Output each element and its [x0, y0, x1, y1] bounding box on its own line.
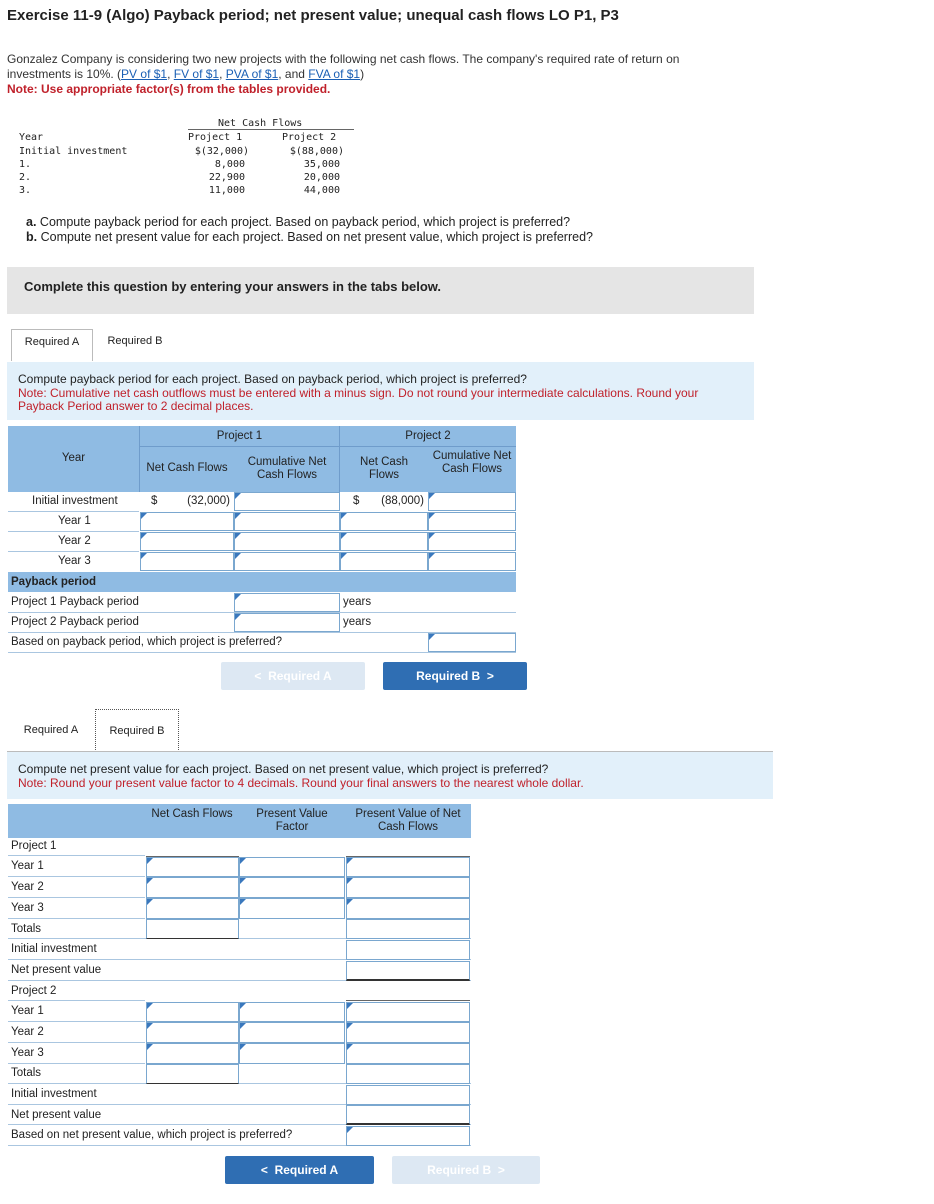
p2-totals-pv-input[interactable]	[346, 1064, 470, 1084]
cash-row-p2: 20,000	[303, 172, 340, 183]
p2-ncf-year3-input[interactable]	[340, 552, 428, 571]
p1-totals-label: Totals	[11, 923, 42, 935]
p1-npv-label: Net present value	[11, 964, 102, 976]
row-divider	[8, 531, 139, 532]
p1-cum-year3-input[interactable]	[234, 552, 340, 571]
p1-year1-ncf-input[interactable]	[146, 857, 239, 877]
cash-row-p1: $(32,000)	[194, 146, 249, 157]
part-a-instruction-text: Compute payback period for each project. Based on payback period, which project is preferred?	[18, 372, 527, 386]
p1-year2-pv-input[interactable]	[346, 877, 470, 898]
cash-row-year: 3.	[19, 185, 32, 196]
cash-table-group-header: Net Cash Flows	[218, 118, 303, 129]
p1-payback-label: Project 1 Payback period	[11, 596, 139, 608]
chevron-left-icon: <	[260, 1163, 268, 1177]
p2-cum-initial-input[interactable]	[428, 492, 516, 511]
p1-ncf-header: Net Cash Flows	[140, 462, 234, 474]
row-label-year-1: Year 1	[58, 515, 91, 527]
cash-row-p1: 8,000	[214, 159, 245, 170]
intro-note: Note: Use appropriate factor(s) from the tables provided.	[7, 82, 331, 96]
p1-year2-ncf-input[interactable]	[146, 877, 239, 898]
p1-cum-year1-input[interactable]	[234, 512, 340, 531]
pva-of-1-link[interactable]: PVA of $1	[225, 67, 279, 81]
payback-period-header: Payback period	[11, 576, 97, 588]
row-divider	[8, 855, 145, 856]
p1-year2-label: Year 2	[11, 881, 44, 893]
blank-cell	[346, 982, 470, 1001]
row-divider	[8, 1000, 145, 1001]
row-label-year-3: Year 3	[58, 555, 91, 567]
prev-required-a-button[interactable]: < Required A	[225, 1156, 374, 1184]
prev-required-a-button[interactable]: < Required A	[221, 662, 365, 690]
p2-year2-pv-input[interactable]	[346, 1022, 470, 1043]
p2-ncf-year1-input[interactable]	[340, 512, 428, 531]
tab-required-b[interactable]: Required B	[95, 329, 175, 360]
npv-preferred-select[interactable]	[346, 1126, 470, 1146]
p2-payback-input[interactable]	[234, 613, 340, 632]
question-b: b. Compute net present value for each project. Based on net present value, which project is preferred?	[26, 230, 593, 244]
p2-year1-pv-input[interactable]	[346, 1002, 470, 1022]
row-divider	[8, 511, 139, 512]
pv-of-1-link[interactable]: PV of $1	[121, 67, 168, 81]
cash-row-p2: 44,000	[303, 185, 340, 196]
payback-preferred-select[interactable]	[428, 633, 516, 652]
part-a-instructions	[7, 362, 754, 420]
question-a: a. Compute payback period for each project. Based on payback period, which project is preferred?	[26, 215, 571, 229]
npv-preferred-question: Based on net present value, which project is preferred?	[11, 1129, 293, 1141]
p2-totals-label: Totals	[11, 1067, 42, 1079]
cash-row-year: 1.	[19, 159, 32, 170]
p2-npv-input[interactable]	[346, 1105, 470, 1125]
row-divider	[8, 632, 516, 633]
row-divider	[8, 918, 145, 919]
p2-cum-year1-input[interactable]	[428, 512, 516, 531]
pvf-header: Present Value Factor	[245, 808, 339, 834]
p1-year3-pv-input[interactable]	[346, 898, 470, 919]
p1-totals-ncf-input[interactable]	[146, 919, 239, 939]
p1-year3-label: Year 3	[11, 902, 44, 914]
p2-year2-pvf-input[interactable]	[239, 1022, 345, 1043]
next-required-b-button[interactable]: Required B >	[392, 1156, 540, 1184]
payback-preferred-question: Based on payback period, which project is preferred?	[11, 636, 283, 648]
part-b-instruction-text: Compute net present value for each project. Based on net present value, which project is preferred?	[18, 762, 549, 776]
p1-initial-pv-input[interactable]	[346, 940, 470, 960]
p1-year1-label: Year 1	[11, 860, 44, 872]
initial-p2-value: (88,000)	[381, 495, 424, 507]
p2-year3-label: Year 3	[11, 1047, 44, 1059]
part-b-note: Note: Round your present value factor to 4 decimals. Round your final answers to the nearest whole dollar.	[18, 776, 584, 790]
p2-year3-pvf-input[interactable]	[239, 1043, 345, 1064]
p2-year2-ncf-input[interactable]	[146, 1022, 239, 1043]
cash-table-header-rule	[188, 129, 354, 130]
cash-table-col-p1: Project 1	[188, 132, 243, 143]
row-divider	[8, 551, 139, 552]
p1-year1-pv-input[interactable]	[346, 857, 470, 877]
tab-required-a[interactable]: Required A	[11, 329, 93, 361]
chevron-left-icon: <	[254, 669, 262, 683]
page-title: Exercise 11-9 (Algo) Payback period; net present value; unequal cash flows LO P1, P3	[7, 7, 619, 24]
p2-year3-pv-input[interactable]	[346, 1043, 470, 1064]
ncf-header: Net Cash Flows	[146, 808, 238, 821]
initial-p1-currency: $	[151, 495, 158, 507]
cash-row-year: Initial investment	[19, 146, 128, 157]
p1-payback-input[interactable]	[234, 593, 340, 612]
p1-ncf-year1-input[interactable]	[140, 512, 234, 531]
p2-totals-ncf-input[interactable]	[146, 1064, 239, 1084]
row-divider	[8, 1021, 145, 1022]
p1-ncf-year2-input[interactable]	[140, 532, 234, 551]
chevron-right-icon: >	[486, 669, 494, 683]
p1-initial-label: Initial investment	[11, 943, 97, 955]
cash-table-col-p2: Project 2	[282, 132, 337, 143]
p2-npv-label: Net present value	[11, 1109, 102, 1121]
p1-npv-input[interactable]	[346, 961, 470, 981]
row-divider	[8, 612, 516, 613]
row-divider	[8, 1063, 145, 1064]
project-2-header: Project 2	[340, 430, 516, 442]
pvncf-header: Present Value of Net Cash Flows	[346, 808, 470, 834]
chevron-right-icon: >	[497, 1163, 505, 1177]
p1-ncf-year3-input[interactable]	[140, 552, 234, 571]
cash-table-col-year: Year	[19, 132, 44, 143]
p2-year2-label: Year 2	[11, 1026, 44, 1038]
intro-line-1: Gonzalez Company is considering two new projects with the following net cash flows. The company's required rate of return on	[7, 52, 680, 66]
p1-cum-initial-input[interactable]	[234, 492, 340, 511]
next-required-b-button[interactable]: Required B >	[383, 662, 527, 690]
project-1-header: Project 1	[140, 430, 339, 442]
p2-cum-year2-input[interactable]	[428, 532, 516, 551]
p2-cum-year3-input[interactable]	[428, 552, 516, 571]
intro-line-2: investments is 10%. (PV of $1, FV of $1, PVA of $1, and FVA of $1)	[7, 67, 365, 81]
p2-year1-ncf-input[interactable]	[146, 1002, 239, 1022]
tab-required-a[interactable]: Required A	[11, 716, 91, 748]
blank-cell	[146, 838, 239, 857]
p1-cum-header: Cumulative Net Cash Flows	[240, 456, 334, 482]
cash-row-year: 2.	[19, 172, 32, 183]
p2-year3-ncf-input[interactable]	[146, 1043, 239, 1064]
complete-question-banner: Complete this question by entering your answers in the tabs below.	[7, 267, 754, 314]
cash-row-p2: 35,000	[303, 159, 340, 170]
p2-payback-label: Project 2 Payback period	[11, 616, 139, 628]
row-divider	[8, 1042, 145, 1043]
problem-intro	[7, 52, 807, 97]
tab-required-b[interactable]: Required B	[95, 709, 179, 752]
p2-cum-header: Cumulative Net Cash Flows	[432, 450, 512, 475]
fva-of-1-link[interactable]: FVA of $1	[308, 67, 361, 81]
p2-ncf-header: Net Cash Flows	[346, 456, 422, 482]
part-a-note: Note: Cumulative net cash outflows must be entered with a minus sign. Do not round your intermediate calculations. Round your Payback Period answer to 2 decimal places.	[18, 386, 699, 413]
p1-year2-pvf-input[interactable]	[239, 877, 345, 898]
row-label-initial: Initial investment	[32, 495, 118, 507]
p1-year3-ncf-input[interactable]	[146, 898, 239, 919]
initial-p1-value: (32,000)	[187, 495, 230, 507]
cash-row-p1: 22,900	[208, 172, 245, 183]
p1-year1-pvf-input[interactable]	[239, 857, 345, 877]
header-divider	[139, 446, 516, 447]
initial-p2-currency: $	[353, 495, 360, 507]
row-divider	[8, 652, 516, 653]
p2-year1-label: Year 1	[11, 1005, 44, 1017]
p1-year3-pvf-input[interactable]	[239, 898, 345, 919]
p2-initial-pv-input[interactable]	[346, 1085, 470, 1105]
cash-row-p2: $(88,000)	[289, 146, 344, 157]
cash-row-p1: 11,000	[208, 185, 245, 196]
part-b-instructions	[7, 751, 773, 799]
col-year-header: Year	[8, 452, 139, 464]
p2-year1-pvf-input[interactable]	[239, 1002, 345, 1022]
p1-totals-pv-input[interactable]	[346, 919, 470, 939]
questions	[26, 215, 593, 245]
blank-cell	[346, 838, 470, 857]
fv-of-1-link[interactable]: FV of $1	[173, 67, 220, 81]
p1-years-unit: years	[343, 596, 372, 608]
row-divider	[8, 876, 145, 877]
p2-section-label: Project 2	[11, 985, 57, 997]
p2-ncf-year2-input[interactable]	[340, 532, 428, 551]
row-divider	[8, 897, 145, 898]
row-label-year-2: Year 2	[58, 535, 91, 547]
p1-cum-year2-input[interactable]	[234, 532, 340, 551]
p2-initial-label: Initial investment	[11, 1088, 97, 1100]
p2-years-unit: years	[343, 616, 372, 628]
p1-section-label: Project 1	[11, 840, 57, 852]
